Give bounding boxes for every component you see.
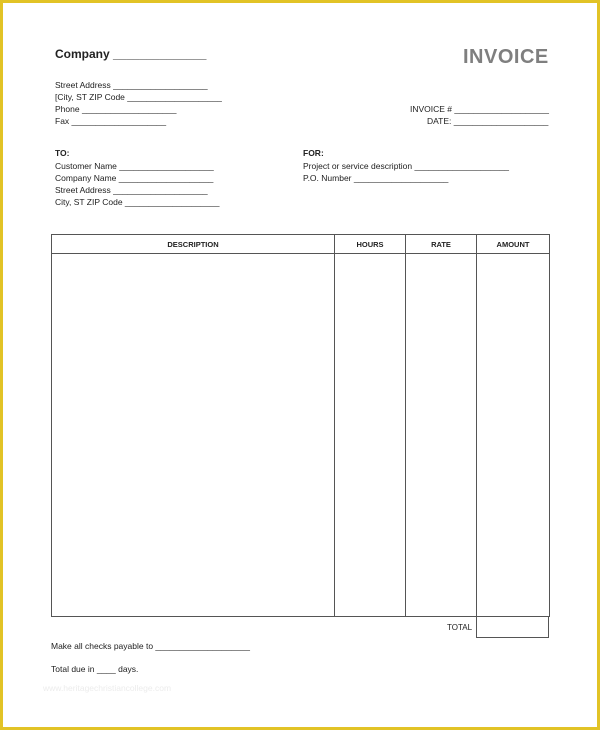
sender-street-field[interactable]: Street Address ____________________: [55, 80, 208, 90]
sender-city-field[interactable]: [City, ST ZIP Code ____________________: [55, 92, 222, 102]
rate-header: RATE: [406, 235, 477, 254]
description-header: DESCRIPTION: [52, 235, 335, 254]
rate-cell[interactable]: [406, 254, 477, 617]
invoice-title: INVOICE: [463, 46, 549, 68]
amount-header: AMOUNT: [477, 235, 550, 254]
watermark: www.heritagechristiancollege.com: [43, 683, 172, 693]
to-city-field[interactable]: City, ST ZIP Code ____________________: [55, 197, 220, 207]
amount-cell[interactable]: [477, 254, 550, 617]
company-field[interactable]: Company ______________: [55, 47, 207, 61]
sender-fax-field[interactable]: Fax ____________________: [55, 116, 167, 126]
description-cell[interactable]: [52, 254, 335, 617]
to-customer-name-field[interactable]: Customer Name ____________________: [55, 161, 214, 171]
table-row: [52, 254, 550, 617]
total-label: TOTAL: [447, 623, 473, 632]
to-company-name-field[interactable]: Company Name ____________________: [55, 173, 214, 183]
table-header-row: [52, 235, 550, 254]
to-street-field[interactable]: Street Address ____________________: [55, 185, 208, 195]
payable-to-field[interactable]: Make all checks payable to ____________________: [51, 641, 250, 651]
total-due-field[interactable]: Total due in ____ days.: [51, 664, 139, 674]
to-heading: TO:: [55, 148, 70, 158]
for-heading: FOR:: [303, 148, 324, 158]
for-project-field[interactable]: Project or service description ____________________: [303, 161, 510, 171]
invoice-date-field[interactable]: DATE: ____________________: [427, 116, 549, 126]
for-po-field[interactable]: P.O. Number ____________________: [303, 173, 449, 183]
invoice-number-field[interactable]: INVOICE # ____________________: [410, 104, 549, 114]
hours-cell[interactable]: [335, 254, 406, 617]
invoice-items-table: [51, 234, 550, 617]
hours-header: HOURS: [335, 235, 406, 254]
total-field[interactable]: [476, 616, 549, 638]
sender-phone-field[interactable]: Phone ____________________: [55, 104, 177, 114]
